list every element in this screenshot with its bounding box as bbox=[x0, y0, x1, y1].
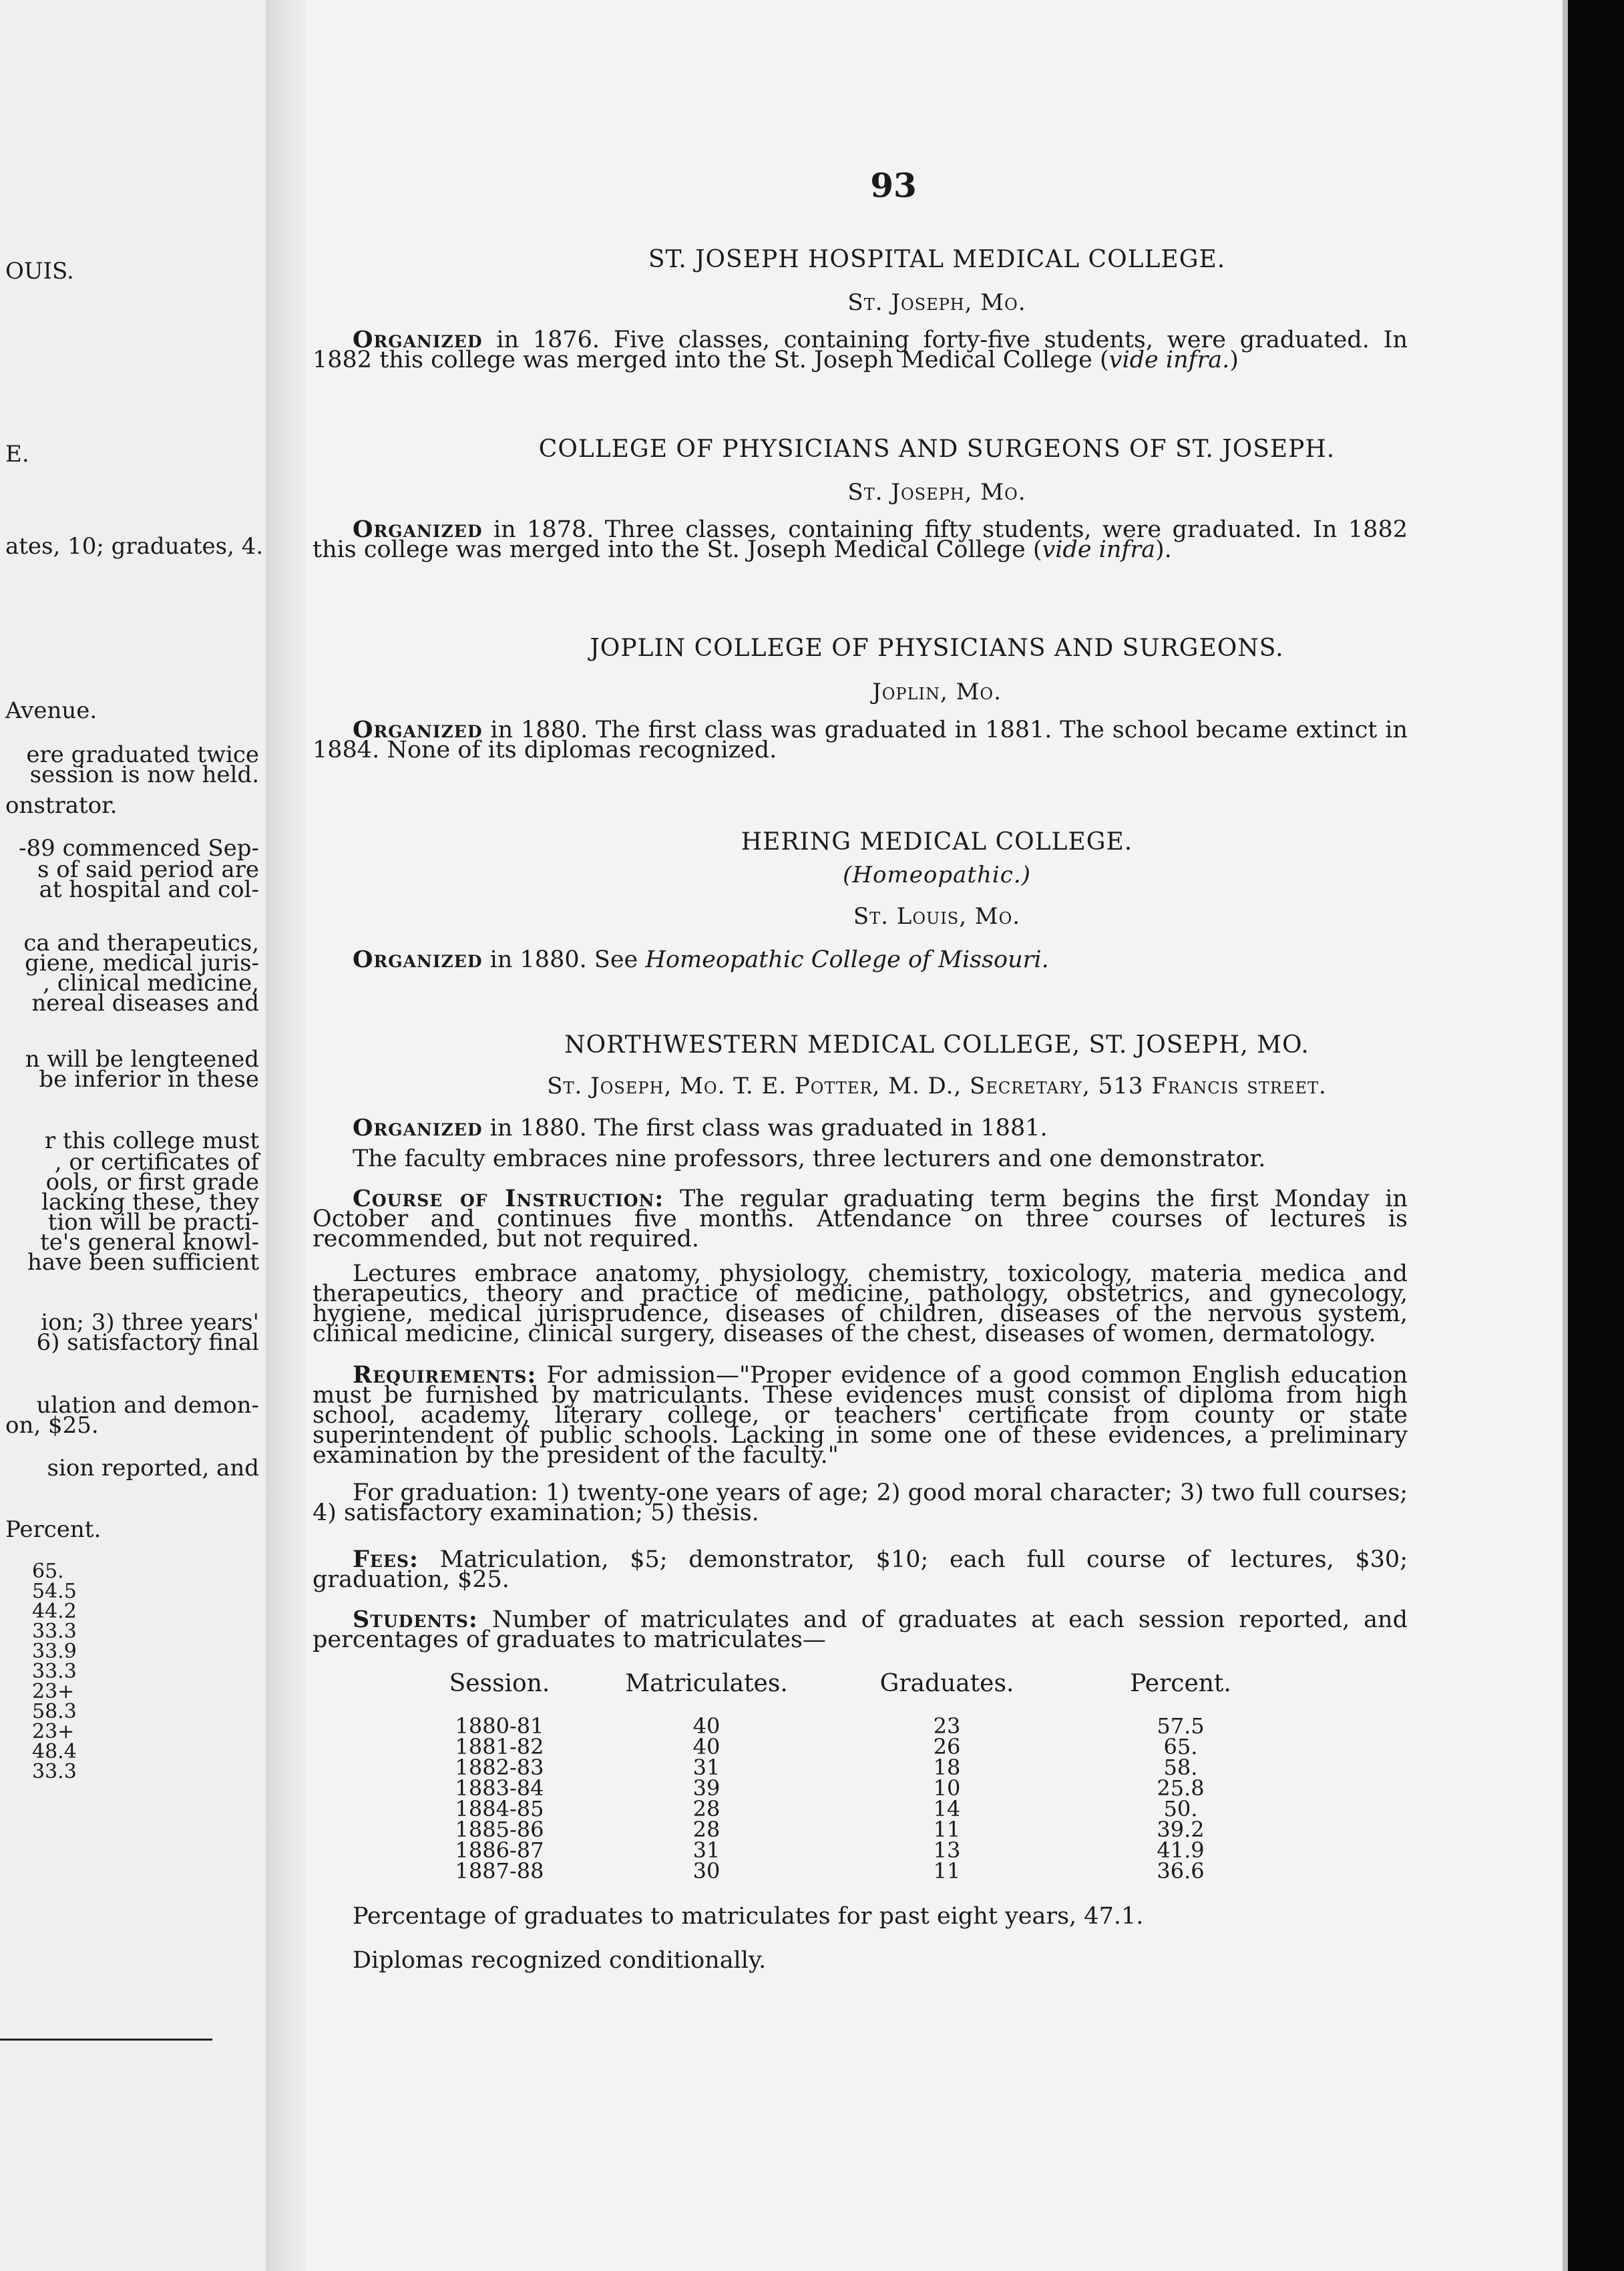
cell-matriculates: 31 bbox=[692, 1755, 721, 1780]
paragraph-text: in 1880. The first class was graduated in 1881. The school became extinct in 1884. None of its diplomas recognized. bbox=[313, 717, 1408, 763]
left-line: on, $25. bbox=[5, 1412, 99, 1439]
section-paragraph bbox=[353, 947, 1421, 973]
page-edge bbox=[1563, 0, 1568, 2271]
cell-session: 1881-82 bbox=[455, 1734, 544, 1759]
section-place: St. Louis, Mo. bbox=[853, 903, 1021, 930]
section-title: COLLEGE OF PHYSICIANS AND SURGEONS OF ST. JOSEPH. bbox=[538, 435, 1336, 463]
left-line: , clinical medicine, bbox=[43, 970, 259, 997]
students-paragraph bbox=[313, 1606, 1408, 1653]
left-line: ion; 3) three years' bbox=[41, 1309, 259, 1336]
section-paragraph bbox=[313, 516, 1408, 563]
cell-session: 1884-85 bbox=[455, 1796, 544, 1821]
section-subtitle: (Homeopathic.) bbox=[843, 862, 1031, 888]
header-percent: Percent. bbox=[1130, 1670, 1231, 1697]
left-line: 33.3 bbox=[32, 1760, 77, 1783]
cell-percent: 39.2 bbox=[1157, 1817, 1205, 1842]
lectures-paragraph: Lectures embrace anatomy, physiology, chemistry, toxicology, materia medica and therapeutics, theory and practice of medicine, pathology, obstetrics, and gynecology, hygiene, medical jurisprudence, diseases of children, diseases of the nervous system, clinical medicine, clinical surgery, diseases of the chest, diseases of women, dermatology. bbox=[313, 1260, 1408, 1347]
section-paragraph bbox=[313, 326, 1408, 373]
left-line: , or certificates of bbox=[54, 1149, 259, 1176]
left-line: nereal diseases and bbox=[31, 990, 259, 1017]
cell-matriculates: 30 bbox=[692, 1858, 721, 1884]
cell-graduates: 11 bbox=[933, 1858, 961, 1884]
book-gutter bbox=[266, 0, 306, 2271]
section-title: ST. JOSEPH HOSPITAL MEDICAL COLLEGE. bbox=[648, 246, 1226, 273]
header-session: Session. bbox=[449, 1670, 550, 1697]
left-line: ates, 10; graduates, 4. bbox=[5, 533, 264, 560]
paragraph-text: in 1880. The first class was graduated in 1881. bbox=[482, 1115, 1048, 1142]
diplomas-note: Diplomas recognized conditionally. bbox=[353, 1947, 767, 1974]
section-place: St. Joseph, Mo. bbox=[847, 479, 1026, 506]
cell-graduates: 14 bbox=[933, 1796, 961, 1821]
paragraph-text-end: ) bbox=[1229, 347, 1239, 373]
left-line: Percent. bbox=[5, 1516, 102, 1543]
section-title: JOPLIN COLLEGE OF PHYSICIANS AND SURGEONS. bbox=[590, 635, 1284, 662]
cell-matriculates: 28 bbox=[692, 1796, 721, 1821]
left-line: ulation and demon- bbox=[36, 1392, 259, 1419]
left-line: 44.2 bbox=[32, 1600, 77, 1623]
left-line: Avenue. bbox=[5, 697, 97, 724]
left-line: session is now held. bbox=[29, 761, 259, 788]
left-line: n will be lengteened bbox=[25, 1046, 259, 1073]
requirements-paragraph bbox=[313, 1361, 1408, 1469]
cell-matriculates: 28 bbox=[692, 1817, 721, 1842]
organized-lead: Organized bbox=[353, 716, 483, 743]
left-line: giene, medical juris- bbox=[25, 950, 259, 977]
left-line: r this college must bbox=[44, 1127, 259, 1154]
organized-lead: Organized bbox=[353, 1114, 483, 1142]
cell-matriculates: 40 bbox=[692, 1734, 721, 1759]
section-place: Joplin, Mo. bbox=[872, 679, 1002, 705]
cell-session: 1886-87 bbox=[455, 1838, 544, 1863]
paragraph-text: in 1876. Five classes, containing forty-five students, were graduated. In 1882 this college was merged into the St. Joseph Medical College ( bbox=[313, 327, 1408, 373]
left-line: be inferior in these bbox=[39, 1066, 259, 1093]
left-line: E. bbox=[5, 441, 29, 468]
header-graduates: Graduates. bbox=[879, 1670, 1014, 1697]
left-line: 23+ bbox=[32, 1720, 75, 1743]
left-line: s of said period are bbox=[37, 856, 259, 883]
cell-graduates: 11 bbox=[933, 1817, 961, 1842]
organized-lead: Organized bbox=[353, 326, 483, 353]
left-line: ools, or first grade bbox=[45, 1169, 259, 1196]
paragraph-italic: vide infra. bbox=[1108, 347, 1230, 373]
cell-percent: 65. bbox=[1163, 1734, 1198, 1759]
course-lead: Course of Instruction: bbox=[353, 1185, 664, 1212]
left-line: 58.3 bbox=[32, 1700, 77, 1723]
cell-graduates: 18 bbox=[933, 1755, 961, 1780]
left-line: 48.4 bbox=[32, 1740, 77, 1763]
paragraph-italic: vide infra bbox=[1042, 536, 1155, 563]
section-title: HERING MEDICAL COLLEGE. bbox=[741, 828, 1133, 856]
left-line: 6) satisfactory final bbox=[36, 1329, 259, 1356]
organized-lead: Organized bbox=[353, 516, 483, 543]
cell-percent: 41.9 bbox=[1157, 1838, 1205, 1863]
cell-session: 1885-86 bbox=[455, 1817, 544, 1842]
cell-session: 1883-84 bbox=[455, 1775, 544, 1801]
left-line: OUIS. bbox=[5, 258, 74, 285]
cell-matriculates: 39 bbox=[692, 1775, 721, 1801]
cell-graduates: 10 bbox=[933, 1775, 961, 1801]
table-header-row bbox=[419, 1670, 1301, 1716]
page-93 bbox=[306, 0, 1568, 2271]
students-lead: Students: bbox=[353, 1606, 478, 1633]
cell-graduates: 23 bbox=[933, 1713, 961, 1739]
left-line: tion will be practi- bbox=[47, 1209, 259, 1236]
scan-border bbox=[1568, 0, 1624, 2271]
graduation-paragraph: For graduation: 1) twenty-one years of age; 2) good moral character; 3) two full courses; 4) satisfactory examination; 5) thesis. bbox=[313, 1479, 1408, 1526]
cell-percent: 57.5 bbox=[1157, 1713, 1205, 1739]
left-line: onstrator. bbox=[5, 792, 118, 819]
left-line: 33.3 bbox=[32, 1620, 77, 1643]
course-paragraph bbox=[313, 1185, 1408, 1252]
percentage-summary: Percentage of graduates to matriculates for past eight years, 47.1. bbox=[353, 1903, 1144, 1930]
paragraph-italic: Homeopathic College of Missouri. bbox=[645, 946, 1049, 973]
cell-session: 1887-88 bbox=[455, 1858, 544, 1884]
northwestern-organized bbox=[353, 1115, 1421, 1141]
cell-matriculates: 31 bbox=[692, 1838, 721, 1863]
previous-page-fragment bbox=[0, 0, 270, 2271]
students-table bbox=[419, 1670, 1301, 1882]
left-line: at hospital and col- bbox=[39, 876, 259, 903]
students-text: Number of matriculates and of graduates at each session reported, and percentages of graduates to matriculates— bbox=[313, 1606, 1408, 1653]
fees-paragraph bbox=[313, 1546, 1408, 1593]
requirements-lead: Requirements: bbox=[353, 1361, 537, 1389]
cell-percent: 25.8 bbox=[1157, 1775, 1205, 1801]
cell-session: 1880-81 bbox=[455, 1713, 544, 1739]
left-line: sion reported, and bbox=[47, 1455, 259, 1481]
fees-lead: Fees: bbox=[353, 1546, 419, 1573]
northwestern-faculty: The faculty embraces nine professors, three lecturers and one demonstrator. bbox=[353, 1146, 1266, 1172]
left-line: 65. bbox=[32, 1560, 64, 1583]
left-line: 54.5 bbox=[32, 1580, 77, 1603]
table-row bbox=[419, 1861, 1301, 1882]
left-line: -89 commenced Sep- bbox=[19, 835, 259, 862]
left-page-rule bbox=[0, 2039, 212, 2041]
left-line: te's general knowl- bbox=[40, 1229, 259, 1256]
cell-percent: 50. bbox=[1163, 1796, 1198, 1821]
left-line: have been sufficient bbox=[27, 1249, 259, 1276]
cell-session: 1882-83 bbox=[455, 1755, 544, 1780]
paragraph-text: in 1878. Three classes, containing fifty students, were graduated. In 1882 this college was merged into the St. Joseph Medical College ( bbox=[313, 516, 1408, 563]
requirements-text: For admission—"Proper evidence of a good common English education must be furnished by matriculants. These evidences must consist of diploma from high school, academy, literary college, or teachers' certificate from county or state superintendent of public schools. Lacking in some one of these evidences, a preliminary examination by the president of the faculty." bbox=[313, 1362, 1408, 1469]
northwestern-title: NORTHWESTERN MEDICAL COLLEGE, ST. JOSEPH, MO. bbox=[564, 1031, 1309, 1059]
cell-matriculates: 40 bbox=[692, 1713, 721, 1739]
paragraph-text: in 1880. See bbox=[482, 946, 646, 973]
left-line: ere graduated twice bbox=[26, 741, 259, 768]
cell-percent: 36.6 bbox=[1157, 1858, 1205, 1884]
left-line: 33.3 bbox=[32, 1660, 77, 1683]
course-text: The regular graduating term begins the first Monday in October and continues five months. Attendance on three courses of lectures is recommended, but not required. bbox=[313, 1186, 1408, 1252]
section-paragraph bbox=[313, 716, 1408, 763]
fees-text: Matriculation, $5; demonstrator, $10; each full course of lectures, $30; graduation, $25. bbox=[313, 1546, 1408, 1593]
cell-graduates: 26 bbox=[933, 1734, 961, 1759]
page-number: 93 bbox=[870, 166, 917, 205]
section-place: St. Joseph, Mo. bbox=[847, 289, 1026, 316]
cell-graduates: 13 bbox=[933, 1838, 961, 1863]
cell-percent: 58. bbox=[1163, 1755, 1198, 1780]
header-matriculates: Matriculates. bbox=[625, 1670, 788, 1697]
left-line: 33.9 bbox=[32, 1640, 77, 1663]
left-line: 23+ bbox=[32, 1680, 75, 1703]
northwestern-place: St. Joseph, Mo. T. E. Potter, M. D., Secretary, 513 Francis street. bbox=[547, 1073, 1327, 1099]
organized-lead: Organized bbox=[353, 946, 483, 973]
paragraph-text-end: ). bbox=[1155, 536, 1172, 563]
left-line: ca and therapeutics, bbox=[23, 930, 259, 956]
left-line: lacking these, they bbox=[41, 1189, 259, 1216]
